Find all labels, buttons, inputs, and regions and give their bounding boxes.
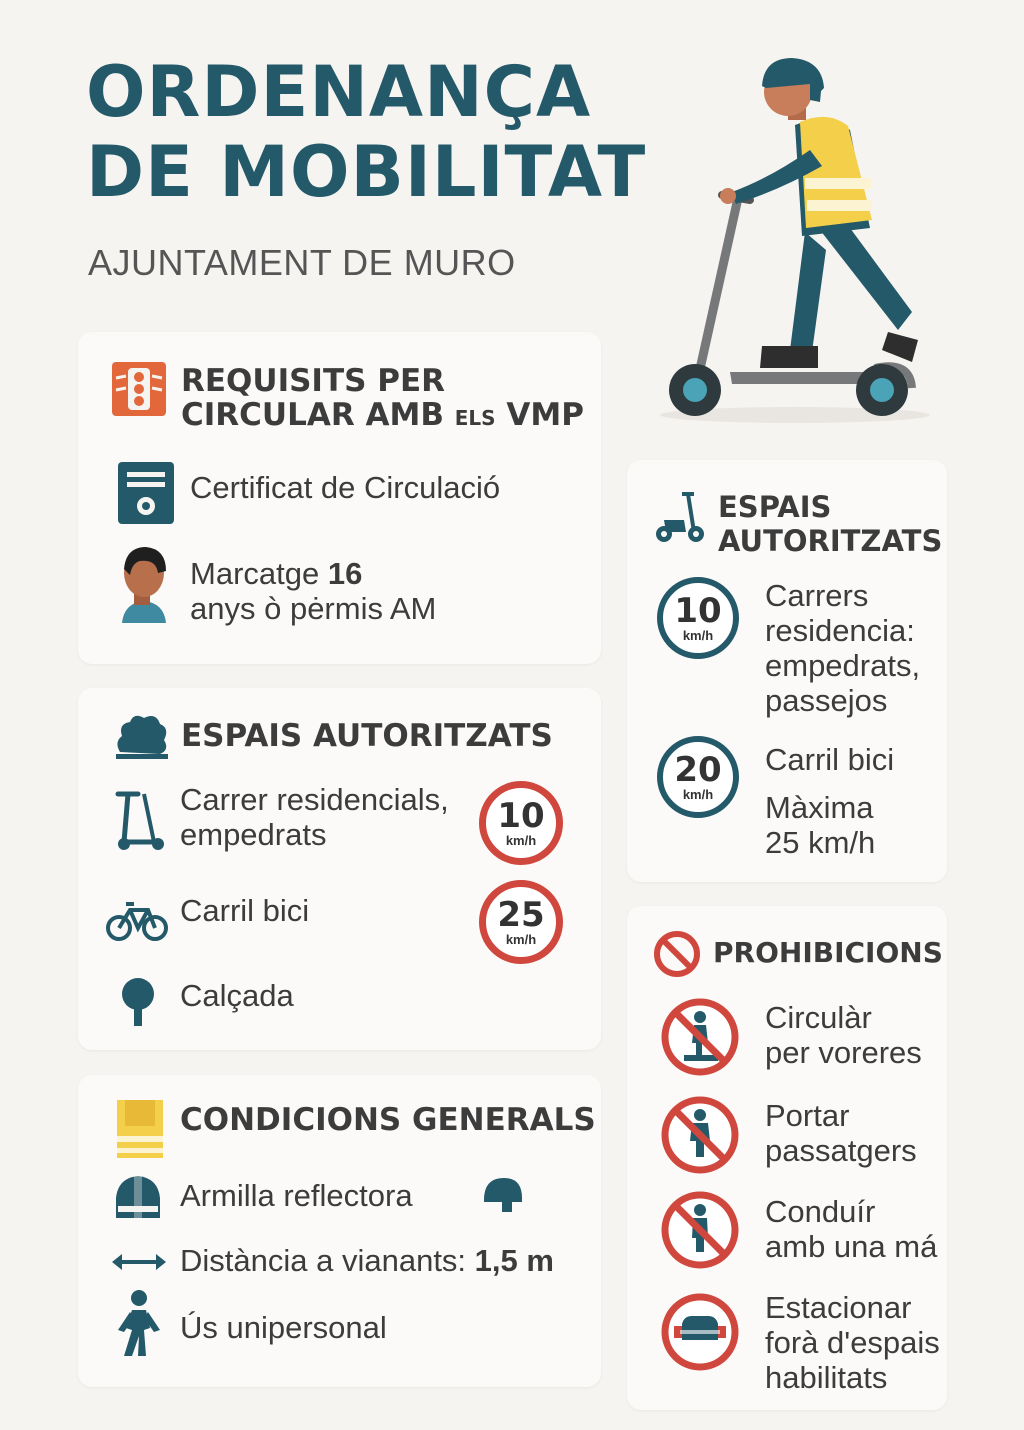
location-pin-icon [118,978,158,1028]
page-subtitle: AJUNTAMENT DE MURO [88,242,516,283]
espais-left-title: ESPAIS AUTORITZATS [181,718,553,754]
no-parking-icon [660,1292,740,1372]
prohibicio-una-ma: Conduír amb una má [765,1194,938,1264]
trees-icon [114,712,170,762]
no-sidewalk-riding-icon [660,997,740,1077]
title-line1: ORDENANÇA [86,51,592,133]
condicio-unipersonal: Ús unipersonal [180,1310,387,1345]
requisits-title: REQUISITS PER CIRCULAR AMB ELS VMP [181,363,584,433]
condicio-distancia: Distància a vianants: 1,5 m [180,1243,554,1278]
page-title [86,52,646,212]
no-one-hand-icon [660,1190,740,1270]
requisit-certificat: Certificat de Circulació [190,470,501,505]
person-head-icon [118,545,170,623]
helmet-icon [482,1176,524,1214]
requisit-marcatge: Marcatge 16 anys ò pėrmis AM [190,556,437,626]
prohibicio-passatgers: Portar passatgers [765,1098,917,1168]
espai-right-maxima: Màxima 25 km/h [765,790,876,860]
certificate-icon [118,462,174,524]
speed-limit-sign: 10 km/h [479,781,563,865]
espai-right-carrers: Carrers residencia: empedrats, passejos [765,578,921,718]
reflective-vest-icon [117,1100,163,1158]
moped-icon [654,490,704,546]
vest-outline-icon [112,1174,164,1222]
distance-arrow-icon [110,1250,168,1274]
espai-carril-bici: Carril bici [180,893,310,928]
prohibited-icon [653,930,701,978]
espai-calcada: Calçada [180,978,294,1013]
kick-scooter-icon [114,790,166,852]
speed-limit-sign: 25 km/h [479,880,563,964]
no-passengers-icon [660,1095,740,1175]
traffic-light-icon [112,362,166,416]
bicycle-icon [106,898,168,942]
prohibicio-voreres: Circulàr per voreres [765,1000,922,1070]
pedestrian-icon [116,1290,162,1358]
prohibicio-estacionar: Estacionar forà d'espais habilitats [765,1290,940,1395]
espais-right-title: ESPAIS AUTORITZATS [718,490,943,558]
espai-carrer-residencials: Carrer residencials, empedrats [180,782,449,852]
condicio-armilla: Armilla reflectora [180,1178,413,1213]
speed-limit-sign: 10 km/h [657,577,739,659]
scooter-rider-illustration [650,50,940,430]
speed-limit-sign: 20 km/h [657,736,739,818]
espai-right-carril-bici: Carril bici [765,742,895,777]
prohibicions-title: PROHIBICIONS [713,936,943,969]
condicions-title: CONDICIONS GENERALS [180,1102,596,1138]
title-line2: DE MOBILITAT [86,131,647,213]
